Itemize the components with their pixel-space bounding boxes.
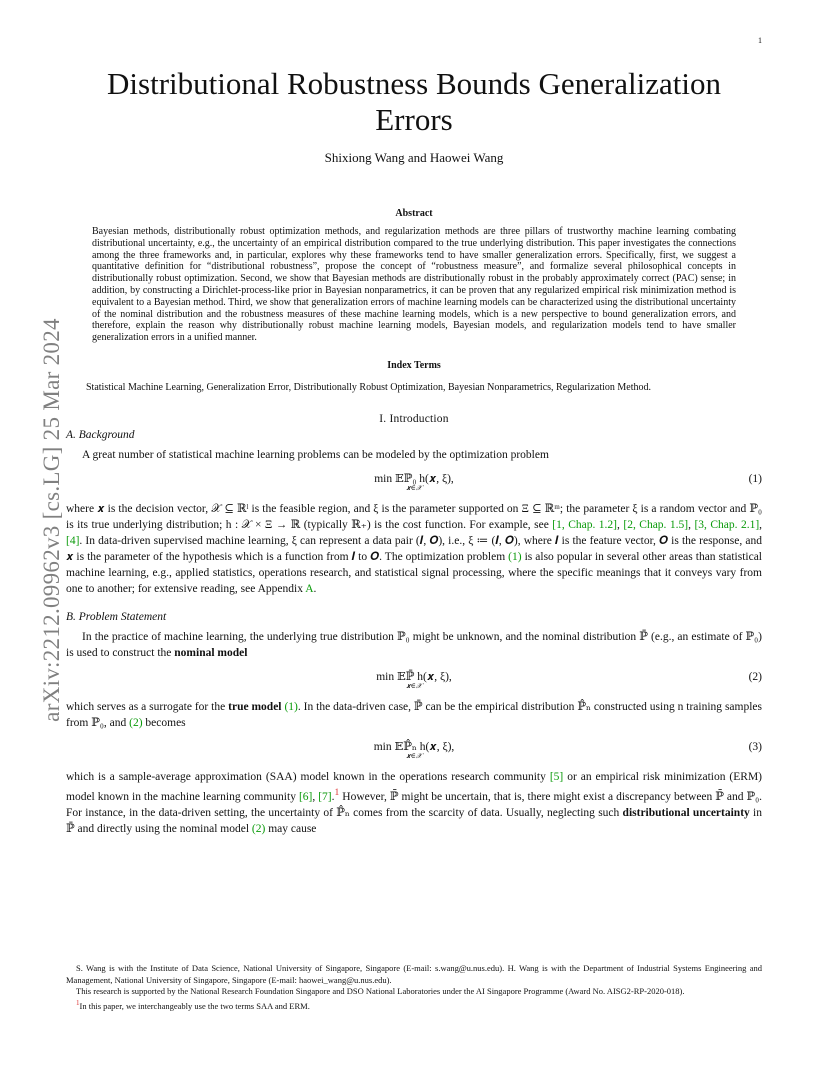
- footnote-1-mark: 1: [76, 998, 80, 1007]
- text-span: becomes: [142, 716, 186, 729]
- text-span: which is a sample-average approximation (SAA) model known in the operations research community: [66, 770, 550, 783]
- abstract-text: Bayesian methods, distributionally robust optimization methods, and regularization methods are three pillars of trustworthy machine learning combating distributional uncertainty, e.g., the uncertainty of an empirical distribution compared to the true underlying distribution. This paper investigates the connections among the three frameworks and, in particular, explores why these frameworks tend to have smaller generalization errors. Specifically, first, we suggest a quantitative definition for “distributional robustness”, propose the concept of “robustness measure”, and formalize several philosophical concepts in distributionally robust optimization. Second, we show that Bayesian methods are distributionally robust in the probably approximately correct (PAC) sense; in addition, by constructing a Dirichlet-process-like prior in Bayesian nonparametrics, it can be proven that any regularized empirical risk minimization method is equivalent to a Bayesian method. Third, we show that generalization errors of machine learning models can be characterized using the distributional uncertainty of the nominal distribution and the robustness measures of these machine learning models, which is a new perspective to bound generalization errors, and therefore, explain the reason why distributionally robust machine learning models, Bayesian models, and regularization models tend to have smaller generalization errors in a unified manner.: [92, 226, 736, 344]
- bold-term: distributional uncertainty: [622, 806, 750, 819]
- subsection-heading-background: A. Background: [66, 428, 135, 441]
- abstract-heading: Abstract: [395, 208, 433, 219]
- paragraph-problem-surrogate: [66, 699, 762, 731]
- arxiv-stamp: arXiv:2212.09962v3 [cs.LG] 25 Mar 2024: [39, 318, 64, 722]
- text-span: ,: [312, 790, 319, 803]
- text-span: where 𝒙 is the decision vector, 𝒳 ⊆ ℝˡ is the feasible region, and ξ is the parameter supported on Ξ ⊆ ℝᵐ; the parameter ξ is a random vector and ℙ₀ is its true underlying distribution; h : 𝒳 × Ξ → ℝ (typically ℝ₊) is the cost function. For example, see: [66, 502, 762, 531]
- paragraph-background-definitions: [66, 501, 762, 597]
- footnote-1-text: In this paper, we interchangeably use the two terms SAA and ERM.: [79, 1000, 310, 1011]
- text-span: which serves as a surrogate for the: [66, 700, 229, 713]
- equation-ref-1[interactable]: (1): [508, 550, 522, 563]
- bold-term: true model: [228, 700, 282, 713]
- paragraph-problem-intro: [66, 629, 762, 661]
- text-span: . In the data-driven case, ℙ̄ can be the empirical distribution ℙ̂ₙ constructed using n training samples from ℙ₀, and: [66, 700, 763, 729]
- text-span: However, ℙ̄ might be uncertain, that is, there might exist a discrepancy between ℙ̄ and ℙ₀. For instance, in the data-driven setting, the uncertainty of ℙ̂ₙ comes from the scarcity of data. Usually, neglecting such: [66, 790, 763, 819]
- equation-2-sub: 𝒙∈𝒳: [406, 681, 422, 690]
- equation-2: [66, 667, 762, 695]
- citation-3[interactable]: [3, Chap. 2.1]: [694, 518, 760, 531]
- equation-3-number: (3): [748, 740, 762, 753]
- citation-6[interactable]: [6]: [298, 790, 313, 803]
- index-terms-text: Statistical Machine Learning, Generalization Error, Distributionally Robust Optimization, Bayesian Nonparametrics, Regularization Method.: [86, 381, 652, 393]
- index-terms-heading: Index Terms: [387, 359, 441, 371]
- text-span: ,: [688, 518, 695, 531]
- footnote-funding: This research is supported by the National Research Foundation Singapore and DSO National Laboratories under the AI Singapore Programme (Award No. AISG2-RP-2020-018).: [76, 986, 685, 996]
- bold-term: nominal model: [174, 646, 248, 659]
- citation-1[interactable]: [1, Chap. 1.2]: [552, 518, 618, 531]
- equation-1: [66, 469, 762, 497]
- equation-3: [66, 737, 762, 765]
- equation-1-expr: min 𝔼ℙ₀ h(𝒙, ξ),: [374, 472, 454, 485]
- paragraph-background-intro: A great number of statistical machine learning problems can be modeled by the optimization problem: [82, 448, 549, 461]
- footnotes: [66, 963, 762, 1012]
- text-span: is also popular in several other areas than statistical machine learning, e.g., applied statistics, operations research, and statistical signal processing, where the specific meanings that it conveys vary from one to another; for extensive reading, see Appendix: [66, 550, 763, 595]
- paper-authors: Shixiong Wang and Haowei Wang: [324, 150, 504, 165]
- appendix-ref-a[interactable]: A: [305, 582, 314, 595]
- subsection-heading-problem-statement: B. Problem Statement: [66, 610, 167, 623]
- paragraph-problem-saa: [66, 769, 762, 837]
- citation-5[interactable]: [5]: [549, 770, 564, 783]
- text-span: .: [331, 790, 335, 803]
- paper-body: [66, 66, 762, 837]
- equation-1-sub: 𝒙∈𝒳: [406, 483, 422, 492]
- equation-2-number: (2): [748, 670, 762, 683]
- equation-3-sub: 𝒙∈𝒳: [406, 751, 422, 760]
- equation-ref-2[interactable]: (2): [251, 822, 266, 835]
- text-span: ,: [759, 518, 763, 531]
- equation-2-expr: min 𝔼ℙ̄ h(𝒙, ξ),: [376, 670, 452, 683]
- footnote-1: [66, 998, 762, 1012]
- citation-7[interactable]: [7]: [318, 790, 332, 803]
- text-span: .: [313, 582, 317, 595]
- text-span: in ℙ̄ and directly using the nominal model: [66, 806, 762, 835]
- text-span: ,: [617, 518, 624, 531]
- text-span: . In data-driven supervised machine learning, ξ can represent a data pair (𝑰, 𝑶), i.e., ξ ≔ (𝑰, 𝑶), where 𝑰 is the feature vector, 𝑶 is the response, and 𝒙 is the parameter of the hypothesis which is a function from 𝑰 to 𝑶. The optimization problem: [66, 534, 762, 563]
- equation-3-expr: min 𝔼ℙ̂ₙ h(𝒙, ξ),: [373, 740, 455, 753]
- page-number: 1: [758, 36, 762, 45]
- equation-ref-2[interactable]: (2): [129, 716, 143, 729]
- equation-ref-1[interactable]: (1): [284, 700, 298, 713]
- paper-title: Distributional Robustness Bounds Generalization Errors: [107, 66, 721, 137]
- equation-1-number: (1): [748, 472, 762, 485]
- citation-4[interactable]: [4]: [66, 534, 80, 547]
- section-heading-introduction: I. Introduction: [379, 412, 449, 425]
- text-span: or an empirical risk minimization (ERM) model known in the machine learning community: [66, 770, 762, 803]
- text-span: In the practice of machine learning, the underlying true distribution ℙ₀ might be unknown, and the nominal distribution ℙ̄ (e.g., an estimate of ℙ₀) is used to construct the: [66, 630, 762, 659]
- footnote-affiliation: S. Wang is with the Institute of Data Science, National University of Singapore, Singapore (E-mail: s.wang@u.nus.edu). H. Wang is with the Department of Industrial Systems Engineering and Management, National University of Singapore, Singapore (E-mail: haowei_wang@u.nus.edu).: [66, 963, 762, 985]
- citation-2[interactable]: [2, Chap. 1.5]: [623, 518, 689, 531]
- text-span: may cause: [265, 822, 317, 835]
- footnote-ref-1[interactable]: 1: [334, 786, 340, 798]
